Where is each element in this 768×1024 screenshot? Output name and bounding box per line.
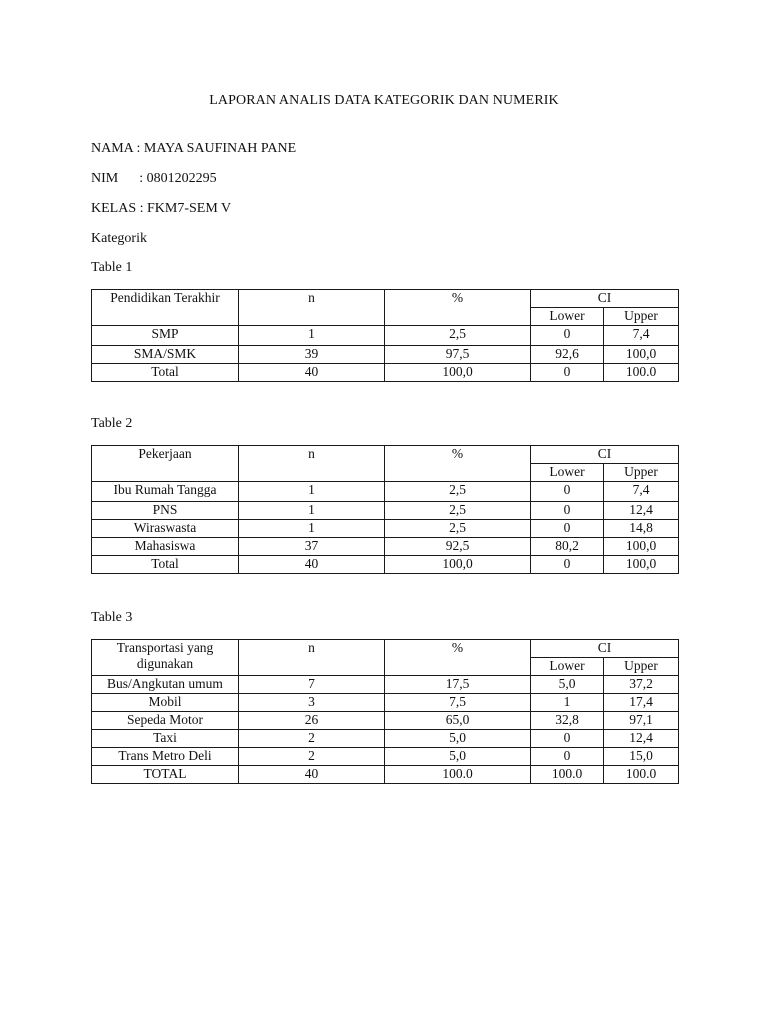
table-row — [92, 766, 679, 784]
table-row — [92, 730, 679, 748]
header-category: Transportasi yang digunakan — [92, 640, 239, 676]
cell-n: 40 — [239, 766, 385, 784]
cell-upper: 7,4 — [604, 326, 679, 346]
table-row — [92, 748, 679, 766]
cell-upper: 7,4 — [604, 482, 679, 502]
header-upper: Upper — [604, 464, 679, 482]
header-category: Pendidikan Terakhir — [92, 290, 239, 326]
cell-category: TOTAL — [92, 766, 239, 784]
name-value: MAYA SAUFINAH PANE — [143, 141, 297, 156]
cell-percent: 92,5 — [385, 538, 531, 556]
cell-category: Trans Metro Deli — [92, 748, 239, 766]
cell-percent: 2,5 — [385, 502, 531, 520]
cell-n: 1 — [239, 502, 385, 520]
table-2 — [91, 445, 679, 574]
header-n: n — [239, 446, 385, 482]
table-1-caption: Table 1 — [91, 260, 133, 275]
table-row — [92, 676, 679, 694]
nim-label: NIM : — [91, 171, 147, 186]
header-n: n — [239, 290, 385, 326]
cell-percent: 97,5 — [385, 346, 531, 364]
cell-category: Mobil — [92, 694, 239, 712]
table-2-caption: Table 2 — [91, 416, 133, 431]
table-row — [92, 538, 679, 556]
class-label: KELAS : — [91, 201, 147, 216]
cell-lower: 92,6 — [531, 346, 604, 364]
cell-n: 40 — [239, 364, 385, 382]
table-row — [92, 712, 679, 730]
cell-upper: 15,0 — [604, 748, 679, 766]
cell-category: Sepeda Motor — [92, 712, 239, 730]
cell-n: 3 — [239, 694, 385, 712]
cell-percent: 2,5 — [385, 520, 531, 538]
cell-lower: 0 — [531, 502, 604, 520]
cell-category: Ibu Rumah Tangga — [92, 482, 239, 502]
header-ci: CI — [531, 446, 679, 464]
cell-category: SMA/SMK — [92, 346, 239, 364]
table-row — [92, 326, 679, 346]
cell-category: Taxi — [92, 730, 239, 748]
cell-percent: 2,5 — [385, 482, 531, 502]
table-row — [92, 694, 679, 712]
cell-upper: 12,4 — [604, 730, 679, 748]
cell-upper: 97,1 — [604, 712, 679, 730]
table-3-caption: Table 3 — [91, 610, 133, 625]
nim-line — [91, 171, 217, 187]
cell-lower: 0 — [531, 364, 604, 382]
cell-upper: 100,0 — [604, 556, 679, 574]
name-label: NAMA : — [91, 141, 144, 156]
section-label: Kategorik — [91, 231, 147, 246]
cell-percent: 100,0 — [385, 364, 531, 382]
class-line — [91, 201, 231, 217]
cell-lower: 32,8 — [531, 712, 604, 730]
header-ci: CI — [531, 290, 679, 308]
cell-percent: 7,5 — [385, 694, 531, 712]
header-percent: % — [385, 446, 531, 482]
cell-upper: 14,8 — [604, 520, 679, 538]
cell-category: Mahasiswa — [92, 538, 239, 556]
header-category: Pekerjaan — [92, 446, 239, 482]
cell-upper: 100,0 — [604, 346, 679, 364]
name-line — [91, 141, 296, 157]
cell-percent: 100.0 — [385, 766, 531, 784]
table-row — [92, 364, 679, 382]
cell-category: Bus/Angkutan umum — [92, 676, 239, 694]
cell-lower: 0 — [531, 730, 604, 748]
cell-percent: 5,0 — [385, 748, 531, 766]
cell-upper: 100.0 — [604, 364, 679, 382]
cell-upper: 100,0 — [604, 538, 679, 556]
header-percent: % — [385, 290, 531, 326]
nim-value: 0801202295 — [146, 171, 217, 186]
cell-lower: 100.0 — [531, 766, 604, 784]
table-row — [92, 502, 679, 520]
cell-n: 1 — [239, 326, 385, 346]
header-lower: Lower — [531, 658, 604, 676]
cell-lower: 5,0 — [531, 676, 604, 694]
cell-lower: 0 — [531, 748, 604, 766]
cell-lower: 0 — [531, 520, 604, 538]
header-n: n — [239, 640, 385, 676]
cell-category: Wiraswasta — [92, 520, 239, 538]
cell-category: Total — [92, 364, 239, 382]
cell-percent: 100,0 — [385, 556, 531, 574]
cell-n: 2 — [239, 748, 385, 766]
table-row — [92, 520, 679, 538]
cell-percent: 65,0 — [385, 712, 531, 730]
cell-lower: 1 — [531, 694, 604, 712]
cell-n: 37 — [239, 538, 385, 556]
header-upper: Upper — [604, 308, 679, 326]
cell-n: 7 — [239, 676, 385, 694]
cell-category: PNS — [92, 502, 239, 520]
header-percent: % — [385, 640, 531, 676]
header-lower: Lower — [531, 464, 604, 482]
header-lower: Lower — [531, 308, 604, 326]
header-upper: Upper — [604, 658, 679, 676]
cell-upper: 17,4 — [604, 694, 679, 712]
cell-upper: 37,2 — [604, 676, 679, 694]
cell-n: 1 — [239, 520, 385, 538]
cell-upper: 12,4 — [604, 502, 679, 520]
cell-upper: 100.0 — [604, 766, 679, 784]
cell-percent: 5,0 — [385, 730, 531, 748]
cell-percent: 17,5 — [385, 676, 531, 694]
cell-n: 1 — [239, 482, 385, 502]
table-row — [92, 482, 679, 502]
class-value: FKM7-SEM V — [147, 201, 232, 216]
cell-n: 39 — [239, 346, 385, 364]
cell-n: 2 — [239, 730, 385, 748]
table-row — [92, 346, 679, 364]
cell-lower: 0 — [531, 482, 604, 502]
header-ci: CI — [531, 640, 679, 658]
cell-lower: 0 — [531, 556, 604, 574]
table-1 — [91, 289, 679, 382]
cell-n: 40 — [239, 556, 385, 574]
table-3 — [91, 639, 679, 784]
table-row — [92, 556, 679, 574]
document-title: LAPORAN ANALIS DATA KATEGORIK DAN NUMERIK — [209, 93, 559, 108]
cell-lower: 0 — [531, 326, 604, 346]
cell-category: SMP — [92, 326, 239, 346]
cell-n: 26 — [239, 712, 385, 730]
cell-lower: 80,2 — [531, 538, 604, 556]
cell-percent: 2,5 — [385, 326, 531, 346]
cell-category: Total — [92, 556, 239, 574]
